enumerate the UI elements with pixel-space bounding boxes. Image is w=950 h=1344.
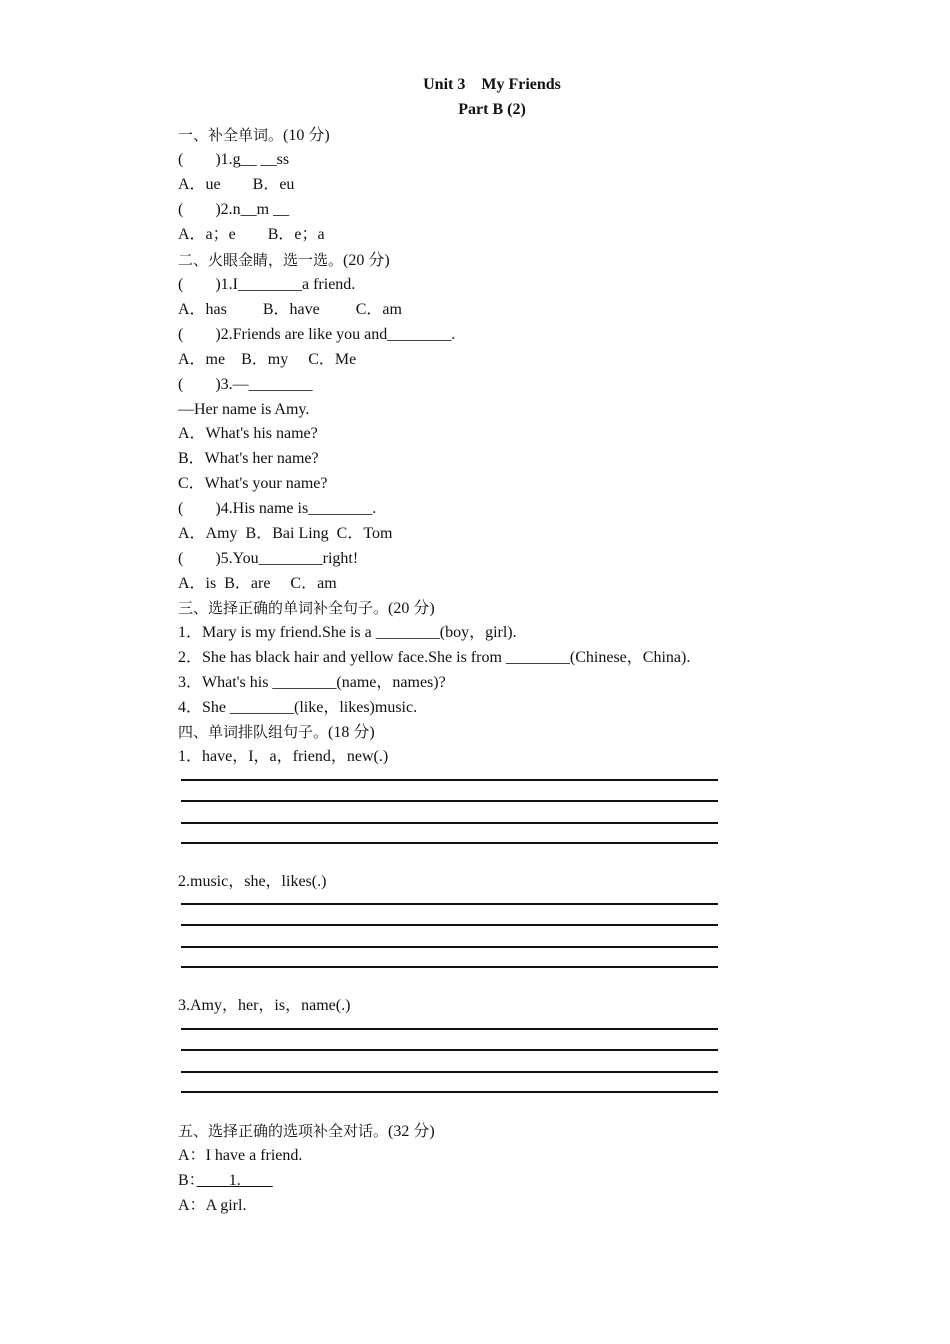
- question-line: 3．What's his ________(name，names)?: [178, 674, 446, 691]
- writing-line: [181, 946, 718, 948]
- section-4-heading: 四、单词排队组句子。(18 分): [178, 723, 375, 741]
- page-title: Unit 3 My Friends: [423, 76, 561, 93]
- writing-line: [181, 822, 718, 824]
- writing-line: [181, 779, 718, 781]
- option-line: B．What's her name?: [178, 450, 319, 467]
- option-line: A．has B．have C．am: [178, 301, 402, 318]
- question-line: ( )1.I________a friend.: [178, 276, 356, 293]
- dialog-line: A：I have a friend.: [178, 1147, 303, 1164]
- writing-line: [181, 966, 718, 968]
- section-5-heading: 五、选择正确的选项补全对话。(32 分): [178, 1122, 435, 1140]
- question-line: ( )2.Friends are like you and________.: [178, 326, 456, 343]
- dialog-line: B： 1.: [178, 1172, 273, 1189]
- question-line: ( )2.n__m __: [178, 201, 290, 218]
- writing-line: [181, 1049, 718, 1051]
- question-line: ( )4.His name is________.: [178, 500, 377, 517]
- question-line: ( )1.g__ __ss: [178, 151, 290, 168]
- writing-line: [181, 924, 718, 926]
- writing-line: [181, 842, 718, 844]
- page-subtitle: Part B (2): [458, 101, 526, 118]
- question-line: 2．She has black hair and yellow face.She is from ________(Chinese，China).: [178, 649, 691, 666]
- option-line: C．What's your name?: [178, 475, 328, 492]
- question-line: ( )5.You________right!: [178, 550, 359, 567]
- writing-line: [181, 903, 718, 905]
- reorder-item: 2.music，she，likes(.): [178, 873, 327, 890]
- answer-blank: 1.: [196, 1172, 273, 1189]
- option-line: A．a；e B．e；a: [178, 226, 325, 243]
- option-line: A．Amy B．Bai Ling C．Tom: [178, 525, 393, 542]
- option-line: A．is B．are C．am: [178, 575, 337, 592]
- question-line: 4．She ________(like，likes)music.: [178, 699, 418, 716]
- dialog-line: A：A girl.: [178, 1197, 247, 1214]
- option-line: A．ue B．eu: [178, 176, 295, 193]
- section-2-heading: 二、火眼金睛，选一选。(20 分): [178, 251, 390, 269]
- section-1-heading: 一、补全单词。(10 分): [178, 126, 330, 144]
- question-line: 1．Mary is my friend.She is a ________(boy，girl).: [178, 624, 517, 641]
- option-line: A．me B．my C．Me: [178, 351, 357, 368]
- writing-line: [181, 1071, 718, 1073]
- writing-line: [181, 1091, 718, 1093]
- reorder-item: 1．have，I，a，friend，new(.): [178, 748, 389, 765]
- writing-line: [181, 800, 718, 802]
- section-3-heading: 三、选择正确的单词补全句子。(20 分): [178, 599, 435, 617]
- writing-line: [181, 1028, 718, 1030]
- dialog-line: —Her name is Amy.: [178, 401, 310, 418]
- option-line: A．What's his name?: [178, 425, 318, 442]
- reorder-item: 3.Amy，her，is，name(.): [178, 997, 351, 1014]
- question-line: ( )3.—________: [178, 376, 313, 393]
